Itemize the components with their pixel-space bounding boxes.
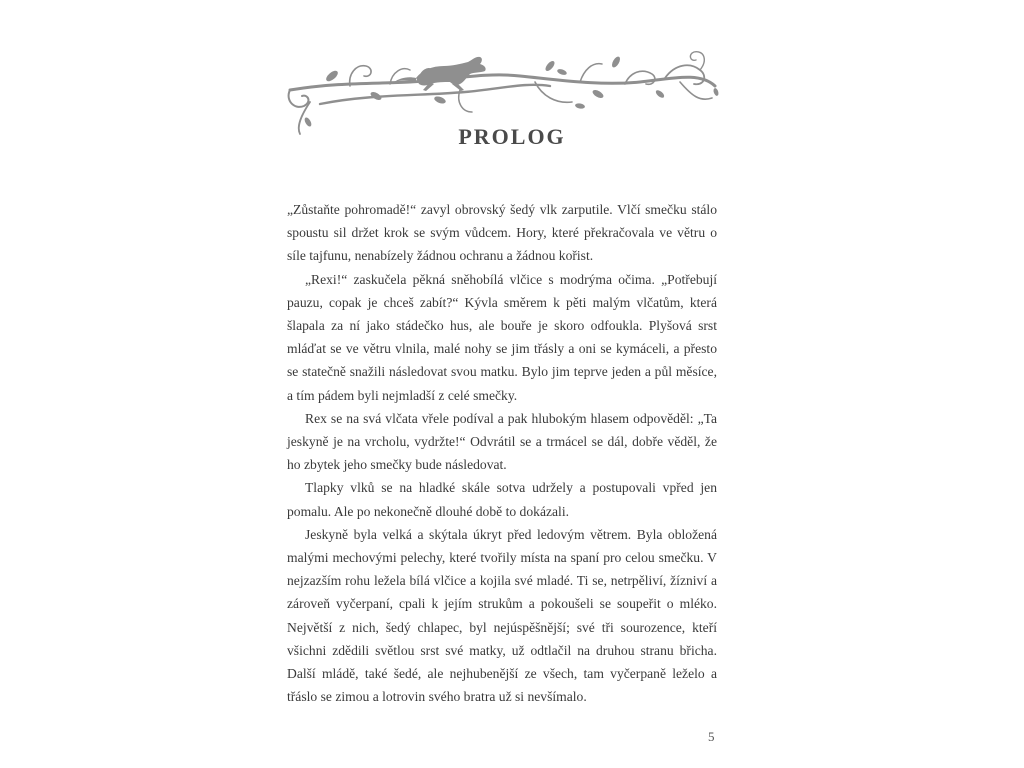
page-number: 5 bbox=[708, 729, 715, 744]
chapter-title: PROLOG bbox=[458, 124, 566, 149]
paragraph: Tlapky vlků se na hladké skále sotva udržely a postupovali vpřed jen pomalu. Ale po nekonečně dlouhé době to dokázali. bbox=[287, 480, 717, 519]
paragraph: Jeskyně byla velká a skýtala úkryt před ledovým větrem. Byla obložená malými mechovými pelechy, které tvořily místa na spaní pro celou smečku. V nejzazším rohu ležela bílá vlčice a kojila své mladé. Ti se, netrpěliví, žízniví a zároveň vyčerpaní, cpali k jejím strukům a pokoušeli se soupeřit o mléko. Největší z nich, šedý chlapec, byl nejúspěšnější; své tři sourozence, kteří všichni zdědili světlou srst své matky, už odtlačil na druhou stranu břicha. Další mládě, také šedé, ale nejhubenější ze všech, tam vyčerpaně leželo a třáslo se zimou a lotrovin svého bratra už si nevšímalo. bbox=[287, 526, 717, 705]
paragraph: „Zůstaňte pohromadě!“ zavyl obrovský šedý vlk zarputile. Vlčí smečku stálo spoustu sil držet krok se svým vůdcem. Hory, které překračovala ve větru o síle tajfunu, nenabízely žádnou ochranu a žádnou kořist. bbox=[287, 202, 717, 264]
paragraph: Rex se na svá vlčata vřele podíval a pak hlubokým hlasem odpověděl: „Ta jeskyně je na vrcholu, vydržte!“ Odvrátil se a trmácel se dál, dobře věděl, že ho zbytek jeho smečky bude následovat. bbox=[287, 410, 717, 473]
chapter-body bbox=[287, 198, 717, 708]
paragraph: „Rexi!“ zaskučela pěkná sněhobílá vlčice s modrýma očima. „Potřebují pauzu, copak je chceš zabít?“ Kývla směrem k pěti malým vlčatům, která šlapala za ní jako stádečko hus, ale bouře je skoro odfoukla. Plyšová srst mláďat se ve větru vlnila, malé nohy se jim třásly a oni se kymáceli, a přesto se statečně snažili následovat svou matku. Bylo jim teprve jeden a půl měsíce, a tím pádem byli nejmladší z celé smečky. bbox=[287, 271, 717, 403]
